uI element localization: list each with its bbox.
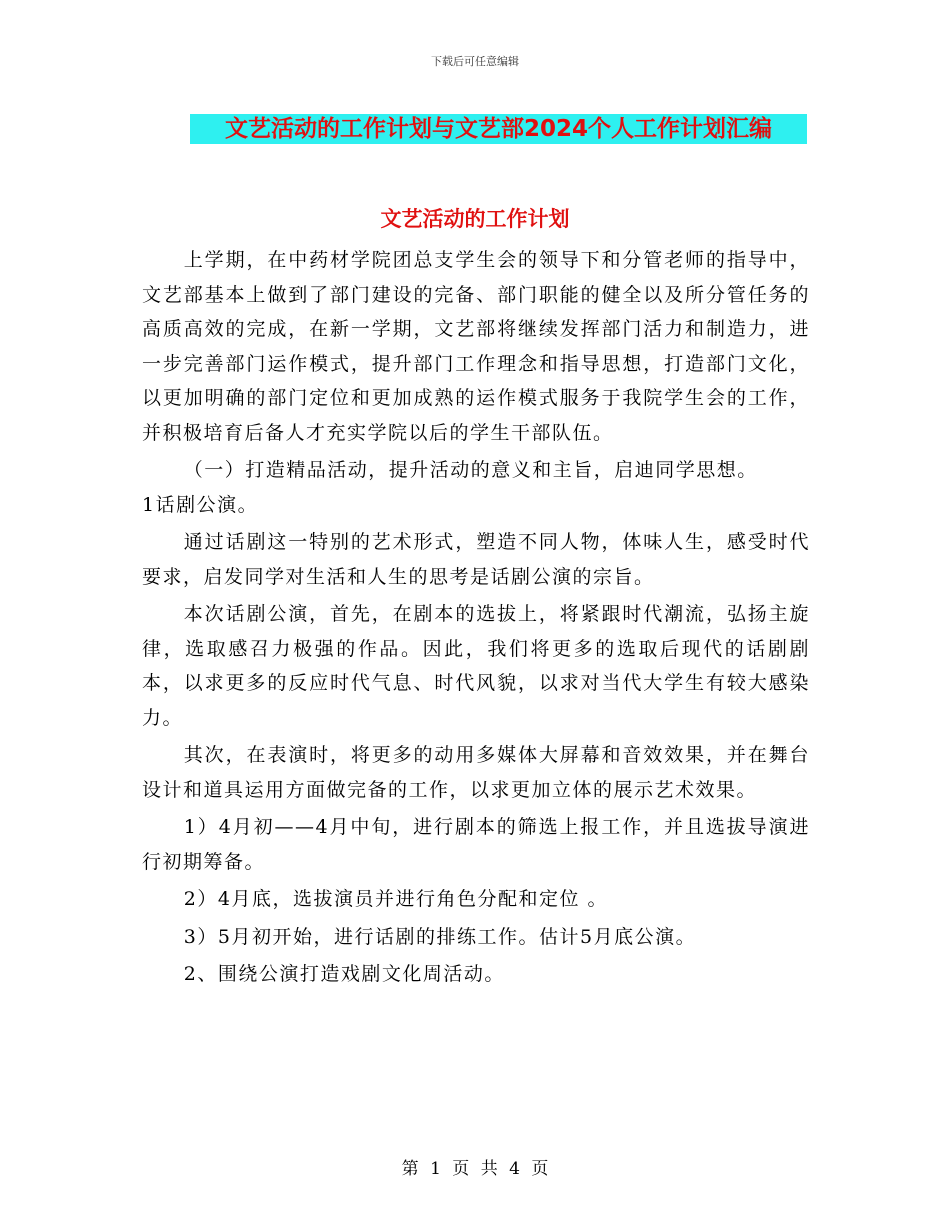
header-note: 下载后可任意编辑 (431, 55, 519, 68)
paragraph-schedule-3: 3）5月初开始，进行话剧的排练工作。估计5月底公演。 (183, 925, 697, 948)
paragraph-schedule-2: 2）4月底，选拔演员并进行角色分配和定位 。 (183, 888, 609, 910)
paragraph-heading-1: （一）打造精品活动，提升活动的意义和主旨，启迪同学思想。 (183, 459, 758, 481)
paragraph-drama-selection: 本次话剧公演，首先，在剧本的选拔上，将紧跟时代潮流，弘扬主旋律，选取感召力极强的作品。因此，我们将更多的选取后现代的话剧剧本，以求更多的反应时代气息、时代风貌，以求对当代大学生有较大感染力。 (142, 603, 810, 729)
paragraph-schedule-1: 1）4月初——4月中旬，进行剧本的筛选上报工作，并且选拔导演进行初期筹备。 (142, 816, 810, 873)
paragraph-item-1: 1话剧公演。 (142, 493, 259, 516)
paragraph-drama-purpose: 通过话剧这一特别的艺术形式，塑造不同人物，体味人生，感受时代要求，启发同学对生活和人生的思考是话剧公演的宗旨。 (142, 531, 810, 588)
paragraph-intro: 上学期，在中药材学院团总支学生会的领导下和分管老师的指导中，文艺部基本上做到了部门建设的完备、部门职能的健全以及所分管任务的高质高效的完成，在新一学期，文艺部将继续发挥部门活力和制造力，进一步完善部门运作模式，提升部门工作理念和指导思想，打造部门文化，以更加明确的部门定位和更加成熟的运作模式服务于我院学生会的工作，并积极培育后备人才充实学院以后的学生干部队伍。 (142, 249, 810, 444)
page-number: 第 1 页 共 4 页 (401, 1159, 549, 1179)
paragraph-drama-performance: 其次，在表演时，将更多的动用多媒体大屏幕和音效效果，并在舞台设计和道具运用方面做完备的工作，以求更加立体的展示艺术效果。 (142, 744, 810, 801)
document-title: 文艺活动的工作计划与文艺部2024个人工作计划汇编 (190, 114, 807, 144)
section-title: 文艺活动的工作计划 (380, 207, 570, 231)
document-body (142, 243, 810, 995)
paragraph-item-2: 2、围绕公演打造戏剧文化周活动。 (183, 963, 505, 985)
